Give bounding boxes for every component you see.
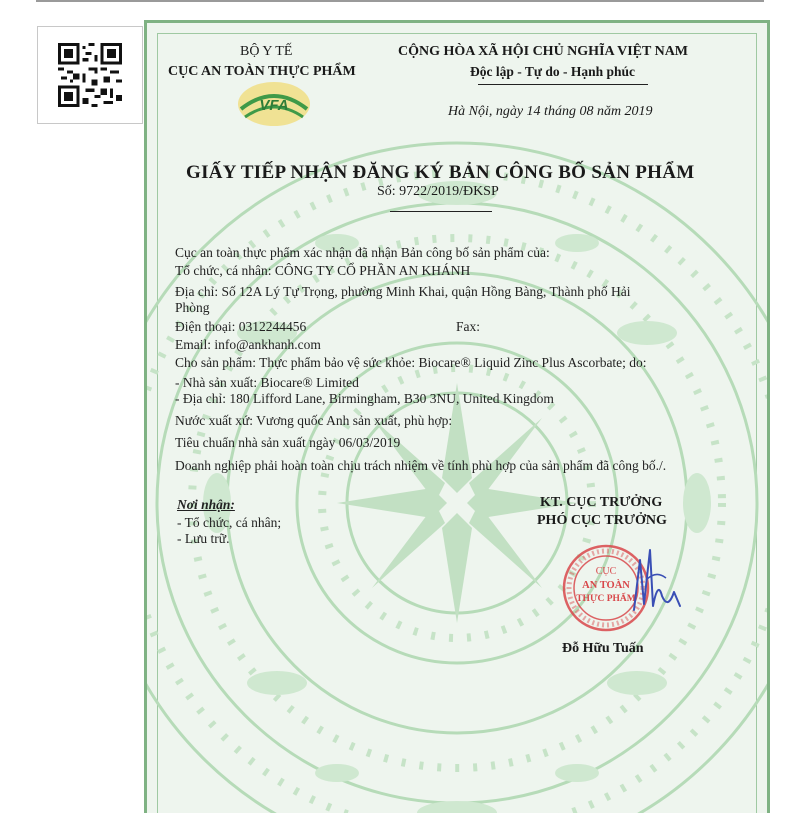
title-underline xyxy=(390,211,492,212)
standard-line: Tiêu chuẩn nhà sản xuất ngày 06/03/2019 xyxy=(175,435,401,450)
email-line: Email: info@ankhanh.com xyxy=(175,337,321,352)
recipients-heading: Nơi nhận: xyxy=(177,497,235,512)
issue-date: Hà Nội, ngày 14 tháng 08 năm 2019 xyxy=(448,104,653,119)
seal-text-bottom: THỰC PHẨM xyxy=(576,594,636,604)
intro-line: Cục an toàn thực phẩm xác nhận đã nhận Bản công bố sản phẩm của: xyxy=(175,245,550,260)
handwritten-signature xyxy=(634,550,680,610)
responsibility-line: Doanh nghiệp phải hoàn toàn chịu trách nhiệm về tính phù hợp của sản phẩm đã công bố./. xyxy=(175,458,667,473)
manufacturer-line: - Nhà sản xuất: Biocare® Limited xyxy=(175,375,359,390)
registration-number: Số: 9722/2019/ĐKSP xyxy=(377,184,499,199)
national-motto: Độc lập - Tự do - Hạnh phúc xyxy=(470,64,636,79)
official-seal xyxy=(556,540,696,640)
manufacturer-address-line: - Địa chỉ: 180 Lifford Lane, Birmingham, B30 3NU, United Kingdom xyxy=(175,391,554,406)
fax-line: Fax: xyxy=(456,319,481,334)
document-title: GIẤY TIẾP NHẬN ĐĂNG KÝ BẢN CÔNG BỐ SẢN PHẨM xyxy=(186,162,695,183)
motto-underline xyxy=(478,84,648,85)
page-top-border xyxy=(36,0,764,2)
vfa-logo-text: VFA xyxy=(259,97,289,114)
vfa-logo xyxy=(235,79,313,129)
product-line: Cho sản phẩm: Thực phẩm bảo vệ sức khỏe: Biocare® Liquid Zinc Plus Ascorbate; do: xyxy=(175,355,647,370)
qr-code-frame xyxy=(37,26,143,124)
signer-role-2: PHÓ CỤC TRƯỞNG xyxy=(537,513,667,528)
qr-code-icon xyxy=(58,43,122,107)
signer-role-1: KT. CỤC TRƯỞNG xyxy=(540,495,663,510)
origin-line: Nước xuất xứ: Vương quốc Anh sản xuất, phù hợp: xyxy=(175,413,453,428)
address-line-2: Phòng xyxy=(175,300,210,315)
phone-line: Điện thoại: 0312244456 xyxy=(175,319,307,334)
country-name: CỘNG HÒA XÃ HỘI CHỦ NGHĨA VIỆT NAM xyxy=(398,44,689,59)
recipient-item: - Tổ chức, cá nhân; xyxy=(177,515,282,530)
recipient-item: - Lưu trữ. xyxy=(177,531,230,546)
signer-name: Đỗ Hữu Tuấn xyxy=(562,641,644,656)
agency-name: CỤC AN TOÀN THỰC PHẨM xyxy=(168,64,356,79)
ministry-name: BỘ Y TẾ xyxy=(240,44,293,59)
seal-text-top: CỤC xyxy=(595,566,617,577)
seal-text-middle: AN TOÀN xyxy=(582,580,630,591)
organization-line: Tổ chức, cá nhân: CÔNG TY CỔ PHẦN AN KHÁNH xyxy=(175,263,471,278)
address-line-1: Địa chỉ: Số 12A Lý Tự Trọng, phường Minh Khai, quận Hồng Bàng, Thành phố Hải xyxy=(175,284,631,299)
